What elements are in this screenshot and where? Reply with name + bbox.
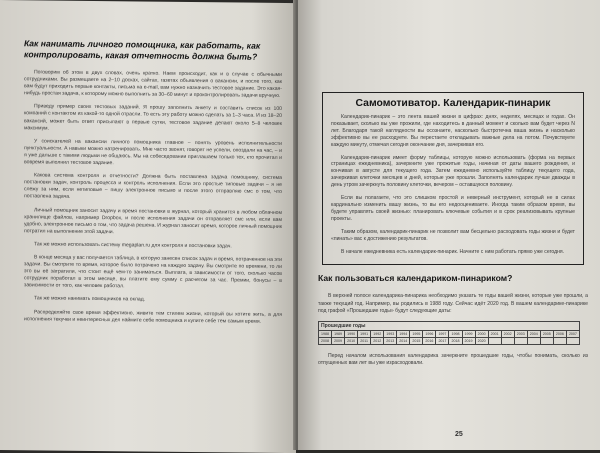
year-cell [540,338,553,345]
year-cell: 2019 [462,338,475,345]
box-title: Самомотиватор. Календарик-пинарик [355,98,551,109]
left-paragraph: Так же можно нанимать помощников на оклад. [34,295,146,303]
year-cell: 2004 [527,330,540,337]
box-paragraph: Календарик-пинарик имеет форму таблицы, которую можно использовать (форма на первых страницах ежедневника), зачеркните уже прожитые годы, начиная от даты вашего рождения, и кончивая в августе для текущего года. Затем ежедневно используйте таблицу текущего года, зачеркивая клеточки месяцев и дней, которые уже прошли. Заполнять календарик лучше дважды в день утром зачеркнуть половину клеточки, вечером – оставшуюся половину. [331,154,575,189]
year-cell: 1989 [332,330,345,337]
year-cell: 2007 [566,330,579,337]
motivator-box [322,92,584,265]
box-paragraph: Таким образом, календарик-пинарик не позволит вам бесцельно расходовать годы жизни и будет «пинать» вас к достижению результатов. [331,228,575,242]
year-cell: 2013 [384,338,397,345]
left-paragraph: Приведу пример своих тестовых заданий. Я прошу заполнить анкету и составить список из 100 компаний с контактом из какой-то одной отрасли. То есть эту работу можно сделать за 1–3 часа. И из 18–20 вакансий, может быть ответ присылают в первые сутки, тестовое задание делают около 5–8 человек максимум. [24,103,282,132]
years-row-1 [319,330,580,337]
year-cell: 2008 [319,338,332,345]
year-cell [527,338,540,345]
left-paragraph: Распределяйте свое время эффективно, живите тем стилем жизни, который вы хотите жить, а для исполнения текучки и неинтересных дел наймите себе помощника и купите себе тем самым время. [24,308,282,325]
right-paragraph: Перед началом использования календарика зачеркните прошедшие годы, чтобы понимать, сколько из отпущенных вам лет вы уже израсходовали. [318,353,588,367]
year-cell: 2009 [332,338,345,345]
year-cell: 2002 [501,330,514,337]
year-cell [553,338,566,345]
left-paragraph: Какова система контроля и отчетности? Должна быть поставлена задача помощнику, система постановки задач, контроль процесса и контроль исполнения. Если это простые типовые задачи – я не слежу за ним, если нетиповые – пишу электронное письмо и после этого отправляю смс о том, что поставлена задача. [24,172,282,201]
year-cell: 2005 [540,330,553,337]
year-cell: 1996 [423,330,436,337]
left-paragraph: Личный помощник заносит задачу и время постановки в журнал, который хранится в любом облачном хранилище файлов, например Dropbox, и после исполнения задачи он отправляет смс или, если вам удобно, электронное письмо о том, что задача решена. И журнал заносит время, которое личный помощник потратил на выполнение этой задачи. [24,206,282,235]
years-table-header: Прошедшие годы [319,321,580,330]
years-table [318,321,580,346]
year-cell [488,338,501,345]
left-page [0,0,296,453]
box-paragraph: Если вы полагаете, что это слишком простой и неверный инструмент, который не в силах кардинально изменить вашу жизнь, то вы его недооцениваете. Иногда таким образом время, вы будете управлять своей жизнью: планировать ключевые события и в срок реализовывать крупные проекты. [331,195,575,222]
left-paragraph: Так же можно использовать систему megaplan.ru для контроля и постановки задач. [34,241,232,250]
year-cell: 2014 [397,338,410,345]
year-cell: 1999 [462,330,475,337]
year-cell: 1998 [449,330,462,337]
right-heading: Как пользоваться календариком-пинариком? [318,273,513,284]
year-cell: 2012 [371,338,384,345]
year-cell: 2011 [358,338,371,345]
year-cell: 2010 [345,338,358,345]
year-cell: 2006 [553,330,566,337]
year-cell: 2016 [423,338,436,345]
year-cell: 1988 [319,330,332,337]
year-cell: 2018 [449,338,462,345]
year-cell: 1997 [436,330,449,337]
right-paragraph: В верхней полосе календарика-пинарика необходимо указать те годы вашей жизни, которые уже прошли, а также текущий год. Например, вы родились в 1988 году. Сейчас идёт 2020 год. В вашем календарике-пинарике под графой «Прошедшие годы» будут следующие даты: [318,293,588,314]
year-cell: 1993 [384,330,397,337]
left-paragraph: Поговорим об этом в двух словах, очень кратко. Наем происходит, как и в случае с обычными сотрудниками. Вы размещаете на 2–10 досках, сайтах, газетах объявления о вакансии, и после того, как вам будут приходить первые контакты, письма на e-mail, вам нужно назначить тестовое задание. Это какая-нибудь простая задача, к которому можно выполнить за 30–60 минут и проконтролировать задачи вручную. [24,69,282,100]
year-cell: 2001 [488,330,501,337]
box-paragraph: В начале ежедневника есть календарик-пинарик. Начните с ним работать прямо уже сегодня. [341,248,565,255]
year-cell [566,338,579,345]
year-cell: 1992 [371,330,384,337]
years-row-2 [319,338,580,345]
year-cell: 2020 [475,338,488,345]
year-cell: 2017 [436,338,449,345]
year-cell: 1994 [397,330,410,337]
year-cell: 2000 [475,330,488,337]
box-paragraph: Календарик-пинарик – это лента вашей жизни в цифрах: днях, неделях, месяцах и годах. Он показывает, сколько вы уже прожили, где находитесь в данный момент и сколько вам будет через N лет. Благодаря такой наглядности вы осознаете, насколько быстротечна ваша жизнь и насколько эффективно вы ее расходуете. Вы перестаете откладывать важные дела на потом. Почувствуете каждую минуту, отмечая сегодня окончание дня, зачеркивая его. [331,114,575,148]
right-page [298,0,600,450]
year-cell [501,338,514,345]
year-cell: 1991 [358,330,371,337]
left-heading: Как нанимать личного помощника, как работать, как контролировать, какая отчетность должна быть? [24,38,261,62]
left-paragraph: У соискателей на вакансии личного помощника главное – понять уровень исполнительности пунктуальности. А навыки можно натренировать. Мне часто звонят, говорят не успели, опоздали на час, – и я уже дальше с такими людьми не общаюсь. Мы на собеседовании приглашаем только тех, кто прочитал и вовремя выполнил тестовое задание. [24,138,282,167]
year-cell: 1995 [410,330,423,337]
year-cell [514,338,527,345]
page-number: 25 [455,431,463,438]
year-cell: 2003 [514,330,527,337]
left-paragraph: В конце месяца у вас получается таблица, в которую занесен список задач и время, потраченное на эти задачи. Вы смотрите то время, которое было потрачено на каждую задачу. Вы смотрите по времени, то ли это вы её затратили, что стоит ещё чем-то заниматься. Выплата, в зависимости от того, сколько часов сотрудник поработал в этом месяце, вы платите ему сумму с расчетом за час. Премии, бонусы – в зависимости от того, как человек работал. [24,254,282,290]
year-cell: 1990 [345,330,358,337]
year-cell: 2015 [410,338,423,345]
